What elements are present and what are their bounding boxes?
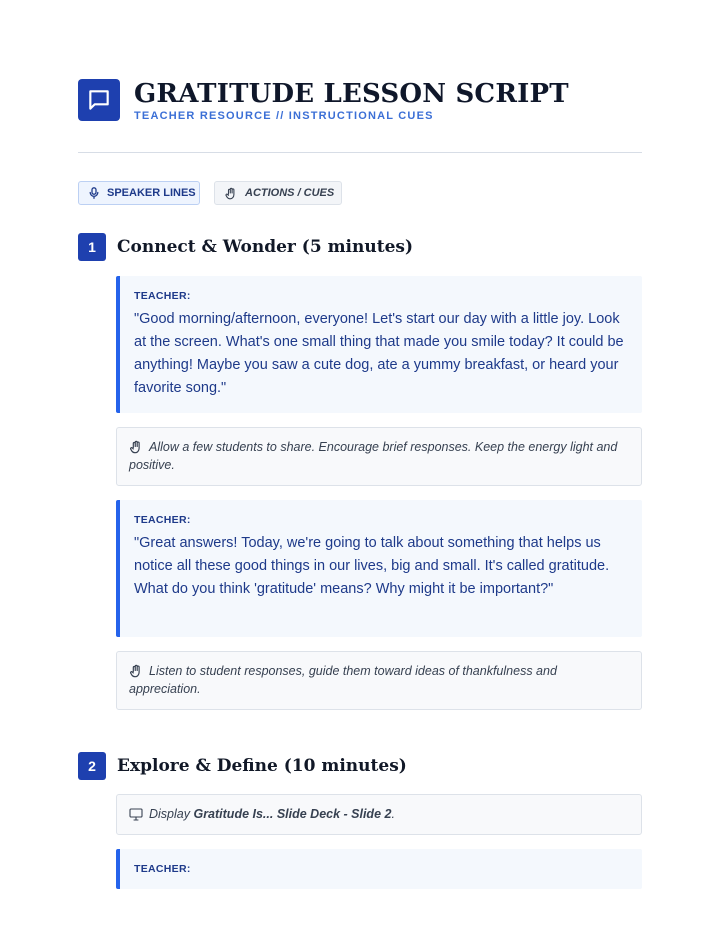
speaker-label: TEACHER:	[134, 290, 191, 302]
slide-reference: Gratitude Is... Slide Deck - Slide 2	[193, 807, 392, 821]
section-number: 1	[78, 233, 106, 261]
legend-cues-label: ACTIONS / CUES	[245, 187, 335, 199]
section-2-header	[78, 752, 407, 780]
cue-text-suffix: .	[391, 807, 395, 821]
hand-icon	[129, 440, 143, 454]
legend-speaker-lines	[78, 181, 200, 205]
cue-text: Listen to student responses, guide them toward ideas of thankfulness and appreciation.	[129, 664, 557, 696]
section-1-header	[78, 233, 413, 261]
page-subtitle: TEACHER RESOURCE // INSTRUCTIONAL CUES	[134, 110, 434, 122]
monitor-icon	[129, 808, 143, 821]
speaker-label: TEACHER:	[134, 863, 191, 875]
speaker-label: TEACHER:	[134, 514, 191, 526]
legend-speaker-label: SPEAKER LINES	[107, 187, 196, 199]
section-title: Connect & Wonder (5 minutes)	[117, 237, 414, 257]
section-title: Explore & Define (10 minutes)	[117, 756, 407, 776]
page-header	[78, 79, 642, 123]
cue-block	[116, 427, 642, 486]
cue-block	[116, 794, 642, 835]
cue-block	[116, 651, 642, 710]
speech-bubble-icon	[78, 79, 120, 121]
hand-icon	[225, 187, 237, 200]
header-divider	[78, 152, 642, 153]
speaker-block	[116, 500, 642, 637]
speaker-block	[116, 276, 642, 413]
speaker-text: "Great answers! Today, we're going to talk about something that helps us notice all these good things in our lives, big and small. It's called gratitude. What do you think 'gratitude' means? Why might it be important?"	[134, 535, 610, 597]
speaker-block	[116, 849, 642, 889]
section-number: 2	[78, 752, 106, 780]
page-title: GRATITUDE LESSON SCRIPT	[134, 79, 569, 109]
cue-text-prefix: Display	[149, 807, 194, 821]
microphone-icon	[89, 187, 99, 199]
hand-icon	[129, 664, 143, 678]
legend-actions-cues	[214, 181, 342, 205]
cue-text: Allow a few students to share. Encourage brief responses. Keep the energy light and positive.	[129, 440, 618, 472]
speaker-text: "Good morning/afternoon, everyone! Let's start our day with a little joy. Look at the screen. What's one small thing that made you smile today? It could be anything! Maybe you saw a cute dog, ate a yummy breakfast, or heard your favorite song."	[134, 311, 624, 396]
